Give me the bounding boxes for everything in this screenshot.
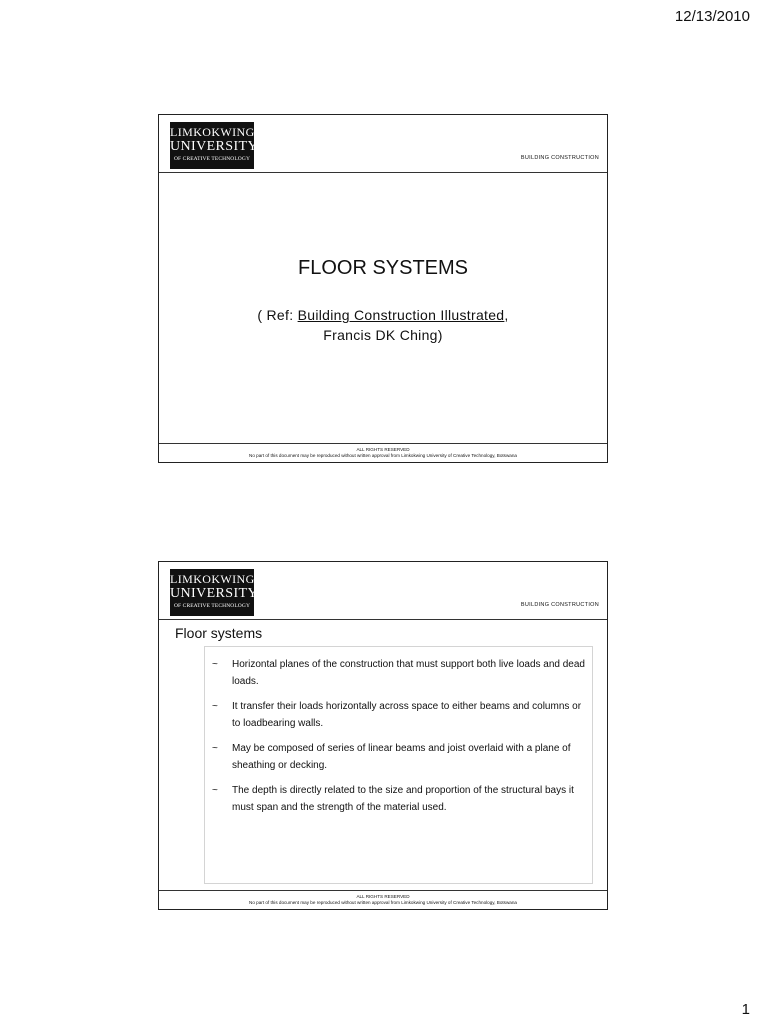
logo-line-2: UNIVERSITY [170, 139, 258, 154]
bullet-list [205, 647, 592, 816]
bullet-text: It transfer their loads horizontally across space to either beams and columns or to loadbearing walls. [232, 701, 582, 729]
logo-line-3: OF CREATIVE TECHNOLOGY [173, 603, 251, 609]
list-item [211, 782, 586, 816]
reference-citation [159, 305, 607, 345]
footer-notice: No part of this document may be reproduced without written approval from Limkokwing University of Creative Technology, Botswana [249, 900, 517, 905]
footer-notice: No part of this document may be reproduced without written approval from Limkokwing University of Creative Technology, Botswana [249, 453, 517, 458]
footer-divider [159, 890, 607, 891]
ref-comma: , [504, 307, 509, 323]
university-logo [170, 569, 258, 616]
footer-rights: ALL RIGHTS RESERVED [356, 894, 410, 899]
footer-rights: ALL RIGHTS RESERVED [356, 447, 410, 452]
bullet-text: The depth is directly related to the size and proportion of the structural bays it must span and the strength of the material used. [232, 785, 574, 813]
page-number: 1 [741, 1001, 750, 1018]
ref-prefix: ( Ref: [257, 307, 294, 323]
slide-floor-systems [158, 561, 608, 910]
bullet-text: Horizontal planes of the construction that must support both live loads and dead loads. [232, 659, 585, 687]
footer-divider [159, 443, 607, 444]
list-item [211, 698, 586, 732]
bullet-icon: ~ [212, 701, 218, 712]
logo-line-1: LIMKOKWING [170, 125, 255, 139]
bullet-icon: ~ [212, 659, 218, 670]
bullet-icon: ~ [212, 743, 218, 754]
header-label: BUILDING CONSTRUCTION [520, 155, 599, 161]
list-item [211, 740, 586, 774]
bullet-text: May be composed of series of linear beams and joist overlaid with a plane of sheathing or decking. [232, 743, 571, 771]
list-item [211, 656, 586, 690]
university-logo [170, 122, 258, 169]
section-title: Floor systems [175, 625, 263, 641]
logo-line-2: UNIVERSITY [170, 586, 258, 601]
header-divider [159, 172, 607, 173]
ref-author: Francis DK Ching) [323, 327, 443, 343]
slide-title-text: FLOOR SYSTEMS [297, 257, 469, 279]
logo-line-1: LIMKOKWING [170, 572, 255, 586]
logo-line-3: OF CREATIVE TECHNOLOGY [173, 156, 251, 162]
bullet-icon: ~ [212, 785, 218, 796]
ref-book-title: Building Construction Illustrated [297, 307, 505, 323]
header-label: BUILDING CONSTRUCTION [520, 602, 599, 608]
slide-title [158, 114, 608, 463]
content-box [204, 646, 593, 884]
header-divider [159, 619, 607, 620]
page-date: 12/13/2010 [674, 8, 750, 25]
footer [159, 447, 607, 459]
footer [159, 894, 607, 906]
